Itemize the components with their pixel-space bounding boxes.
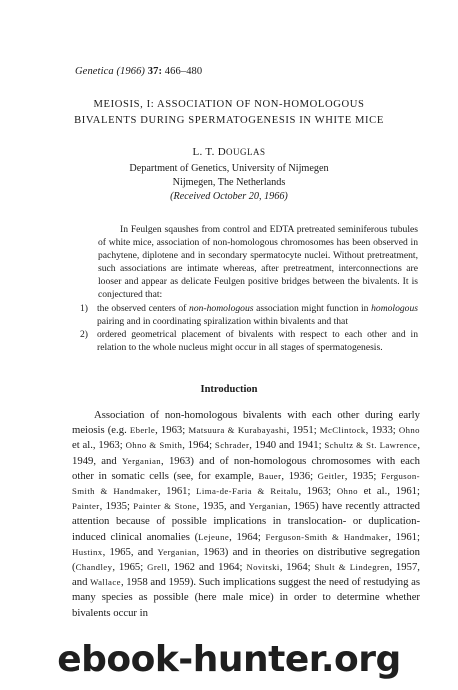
citation-author: Schrader bbox=[214, 440, 250, 451]
body-text: , 1933; bbox=[365, 424, 399, 437]
citation-author: Ferguson-Smith & Handmaker bbox=[265, 531, 389, 542]
journal-citation bbox=[75, 66, 202, 77]
citation-author: Wallace bbox=[90, 577, 121, 588]
citation-author: Grell bbox=[147, 562, 168, 573]
title-line-2: BIVALENTS DURING SPERMATOGENESIS IN WHITE MICE bbox=[74, 115, 384, 126]
body-text: , 1965, and bbox=[102, 545, 158, 558]
citation-author: Matsuura & Kurabayashi bbox=[188, 425, 287, 436]
body-text: , 1963; bbox=[155, 424, 189, 437]
body-text: , 1965) have recently attracted attention because of possible implications in translocation- or duplication-induced clinical anomalies ( bbox=[72, 500, 420, 543]
body-text: , 1957, and bbox=[72, 561, 420, 589]
body-text: , 1949, and bbox=[72, 439, 420, 467]
body-text: , 1935; bbox=[99, 500, 134, 513]
item-1-text-a: the observed centers of bbox=[97, 302, 190, 314]
item-1-emphasis-2: homologous bbox=[371, 302, 418, 314]
journal-year: (1966) bbox=[116, 66, 146, 77]
citation-author: Painter & Stone bbox=[133, 501, 197, 512]
body-text: , 1951; bbox=[286, 424, 320, 437]
item-1-number: 1) bbox=[80, 302, 88, 314]
citation-author: Ohno bbox=[336, 486, 358, 497]
affiliation-city: Nijmegen, The Netherlands bbox=[172, 177, 286, 188]
body-text: , 1958 and 1959). Such implications suggest the need of restudying as many species as possible (here male mice) in order to determine whether bivalents occur in bbox=[72, 576, 421, 619]
abstract-item-1 bbox=[80, 302, 418, 328]
affiliation bbox=[0, 162, 458, 204]
section-heading-introduction: Introduction bbox=[200, 384, 258, 395]
citation-author: Lima-de-Faria & Reitalu bbox=[196, 486, 299, 497]
author bbox=[0, 146, 458, 158]
citation-author: Ferguson-Smith & Handmaker bbox=[72, 470, 420, 497]
citation-author: Lejeune bbox=[198, 531, 230, 542]
body-text: , 1962 and 1964; bbox=[167, 561, 247, 574]
item-1-emphasis: non-homologous bbox=[189, 302, 254, 314]
journal-name: Genetica bbox=[75, 66, 114, 77]
item-2-number: 2) bbox=[80, 328, 88, 340]
body-text: , 1961; bbox=[157, 485, 197, 498]
body-text: , 1964; bbox=[229, 530, 266, 543]
body-text: , 1935, and bbox=[196, 500, 249, 513]
item-1-text-b: association might function in bbox=[253, 302, 372, 314]
citation-author: Bauer bbox=[258, 470, 282, 481]
affiliation-department: Department of Genetics, University of Nijmegen bbox=[129, 163, 329, 174]
citation-author: Ohno & Smith bbox=[125, 440, 183, 451]
body-text: et al., 1963; bbox=[72, 439, 126, 452]
author-surname-rest: OUGLAS bbox=[225, 147, 266, 157]
body-text: Association of non-homologous bivalents with each other during early meiosis (e.g. bbox=[72, 409, 420, 437]
citation-author: Hustinx bbox=[72, 546, 103, 557]
body-text: , 1963) and of non-homologous chromosomes with each other in somatic cells (see, for example, bbox=[72, 454, 420, 482]
citation-author: Yerganian bbox=[248, 501, 288, 512]
item-1-text-c: pairing and in coordinating spiralization within bivalents and that bbox=[97, 315, 348, 327]
citation-author: Ohno bbox=[398, 425, 420, 436]
body-text: , 1935; bbox=[344, 469, 381, 482]
citation-author: McClintock bbox=[319, 425, 366, 436]
body-text: , 1964; bbox=[279, 561, 315, 574]
citation-author: Painter bbox=[72, 501, 100, 512]
received-date: (Received October 20, 1966) bbox=[170, 191, 288, 202]
item-2-text: ordered geometrical placement of bivalents with respect to each other and in relation to the whole nucleus might occur in all stages of spermatogenesis. bbox=[97, 328, 418, 353]
citation-author: Shult & Lindegren bbox=[314, 562, 390, 573]
body-text: , 1940 and 1941; bbox=[249, 439, 325, 452]
author-surname: DOUGLAS bbox=[217, 146, 266, 158]
abstract-item-2 bbox=[80, 328, 418, 354]
citation-author: Chandley bbox=[75, 562, 113, 573]
watermark-logo: ebook-hunter.org bbox=[57, 639, 401, 680]
citation-author: Schultz & St. Lawrence bbox=[324, 440, 418, 451]
title-line-1: MEIOSIS, I: ASSOCIATION OF NON-HOMOLOGOUS bbox=[93, 99, 365, 110]
body-text: , 1936; bbox=[281, 469, 318, 482]
abstract-paragraph: In Feulgen sqaushes from control and EDTA pretreated seminiferous tubules of white mice, association of non-homologous chromosomes has been observed in pachytene, diplotene and in secondary spermatocyte nuclei. Without pretreatment, such associations are intimate whereas, after pretreatment, interconnections are looser and appear as delicate Feulgen positive bridges between the bivalents. It is conjectured that: bbox=[98, 224, 418, 301]
body-text: , 1961; bbox=[388, 530, 420, 543]
citation-author: Novitski bbox=[246, 562, 280, 573]
introduction-body bbox=[72, 408, 420, 621]
author-initials: L. T. bbox=[192, 146, 215, 158]
citation-author: Geitler bbox=[317, 470, 345, 481]
body-text: , 1963; bbox=[298, 485, 337, 498]
journal-volume: 37: bbox=[147, 66, 163, 77]
abstract-list bbox=[80, 302, 418, 354]
paper-title bbox=[40, 97, 418, 129]
citation-author: Yerganian bbox=[121, 455, 162, 466]
citation-author: Yerganian bbox=[157, 546, 197, 557]
journal-pages: 466–480 bbox=[164, 66, 203, 77]
citation-author: Eberle bbox=[129, 425, 156, 436]
body-text: et al., 1961; bbox=[357, 485, 420, 498]
abstract bbox=[80, 223, 418, 354]
introduction-paragraph bbox=[72, 408, 420, 621]
body-text: , 1965; bbox=[112, 561, 148, 574]
body-text: , 1964; bbox=[182, 439, 215, 452]
body-text: , 1963) and in theories on distributive segregation ( bbox=[72, 545, 420, 574]
